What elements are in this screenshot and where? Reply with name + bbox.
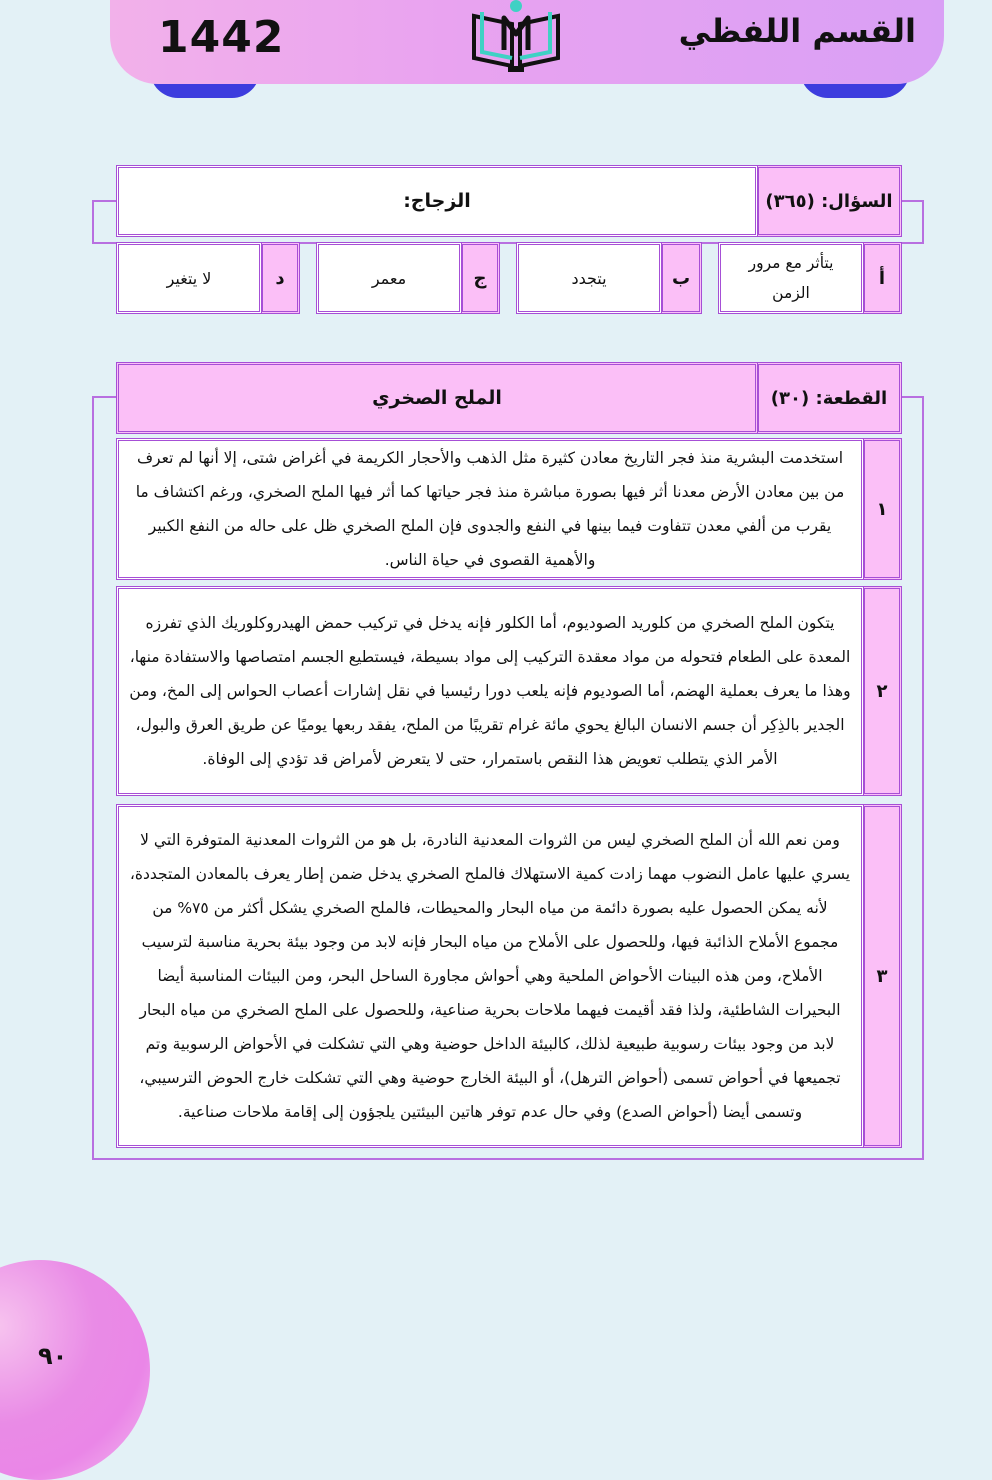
option-c-text[interactable]: معمر bbox=[316, 242, 462, 314]
paragraph-3-number: ٣ bbox=[862, 804, 902, 1148]
option-a-letter: أ bbox=[862, 242, 902, 314]
option-b-letter: ب bbox=[660, 242, 702, 314]
header-year: 1442 bbox=[158, 12, 285, 63]
paragraph-2-number: ٢ bbox=[862, 586, 902, 796]
passage-label: القطعة: (٣٠) bbox=[756, 362, 902, 434]
decorative-bubble bbox=[0, 1260, 150, 1480]
paragraph-3-text: ومن نعم الله أن الملح الصخري ليس من الثروات المعدنية النادرة، بل هو من الثروات المعدنية المتوفرة التي لا يسري عليها عامل النضوب مهما زادت كمية الاستهلاك فالملح الصخري يدخل ضمن إطار يعرف بالمعادن المتجددة، لأنه يمكن الحصول عليه بصورة دائمة من مياه البحار والمحيطات، فالملح الصخري يشكل أكثر من ٧٥% من مجموع الأملاح الذائبة فيها، وللحصول على الأملاح من مياه البحار فإنه لابد من وجود بيئة بحرية مناسبة لترسيب الأملاح، ومن هذه البينات الأحواض الملحية وهي أحواش مجاورة الساحل البحر، ومن البيئات المناسبة أيضا البحيرات الشاطئية، ولذا فقد أقيمت فيهما ملاحات بحرية صناعية، وللحصول على الملح الصخري من مياه البحار لابد من وجود بيئات رسوبية طبيعية لذلك، كالبيئة الداخل حوضية وهي التي تشكلت في الأحواض الرسوبية وتم تجميعها في أحواض تسمى (أحواض الترهل)، أو البيئة الخارج حوضية وهي التي تشكلت خارج الحوض الترسيبي، وتسمى أيضا (أحواض الصدع) وفي حال عدم توفر هاتين البيئتين يلجؤون إلى إقامة ملاحات صناعية. bbox=[116, 804, 864, 1148]
question-word: الزجاج: bbox=[116, 165, 758, 237]
paragraph-2-text: يتكون الملح الصخري من كلوريد الصوديوم، أما الكلور فإنه يدخل في تركيب حمض الهيدروكلوريك الذي تفرزه المعدة على الطعام فتحوله من مواد معقدة التركيب إلى مواد بسيطة، فيستطيع الجسم امتصاصها والاستفادة منها، وهذا ما يعرف بعملية الهضم، أما الصوديوم فإنه يلعب دورا رئيسيا في نقل إشارات أعصاب الحواس إلى المخ، ومن الجدير بالذِكِر أن جسم الانسان البالغ يحوي مائة غرام تقريبًا من الملح، يفقد ربعها يوميًا عن طريق العرق والبول، الأمر الذي يتطلب تعويض هذا النقص باستمرار، حتى لا يتعرض لأمراض قد تؤدي إلى الوفاة. bbox=[116, 586, 864, 796]
option-b-text[interactable]: يتجدد bbox=[516, 242, 662, 314]
page-number: ٩٠ bbox=[38, 1342, 68, 1370]
question-label: السؤال: (٣٦٥) bbox=[756, 165, 902, 237]
option-d-letter: د bbox=[260, 242, 300, 314]
book-logo-icon bbox=[468, 0, 564, 74]
passage-title: الملح الصخري bbox=[116, 362, 758, 434]
option-c-letter: ج bbox=[460, 242, 500, 314]
paragraph-1-number: ١ bbox=[862, 438, 902, 580]
header-section-title: القسم اللفظي bbox=[678, 12, 916, 50]
option-a-text[interactable]: يتأثر مع مرور الزمن bbox=[718, 242, 864, 314]
paragraph-1-text: استخدمت البشرية منذ فجر التاريخ معادن كثيرة مثل الذهب والأحجار الكريمة في أغراض شتى، إلا أنها لم تعرف من بين معادن الأرض معدنا أثر فيها بصورة مباشرة منذ فجر حياتها كما أثر فيها الملح الصخري، ورغم اكتشاف ما يقرب من ألفي معدن تتفاوت فيما بينها في النفع والجدوى فإن الملح الصخري ظل على حاله من النفع الكبير والأهمية القصوى في حياة الناس. bbox=[116, 438, 864, 580]
option-d-text[interactable]: لا يتغير bbox=[116, 242, 262, 314]
